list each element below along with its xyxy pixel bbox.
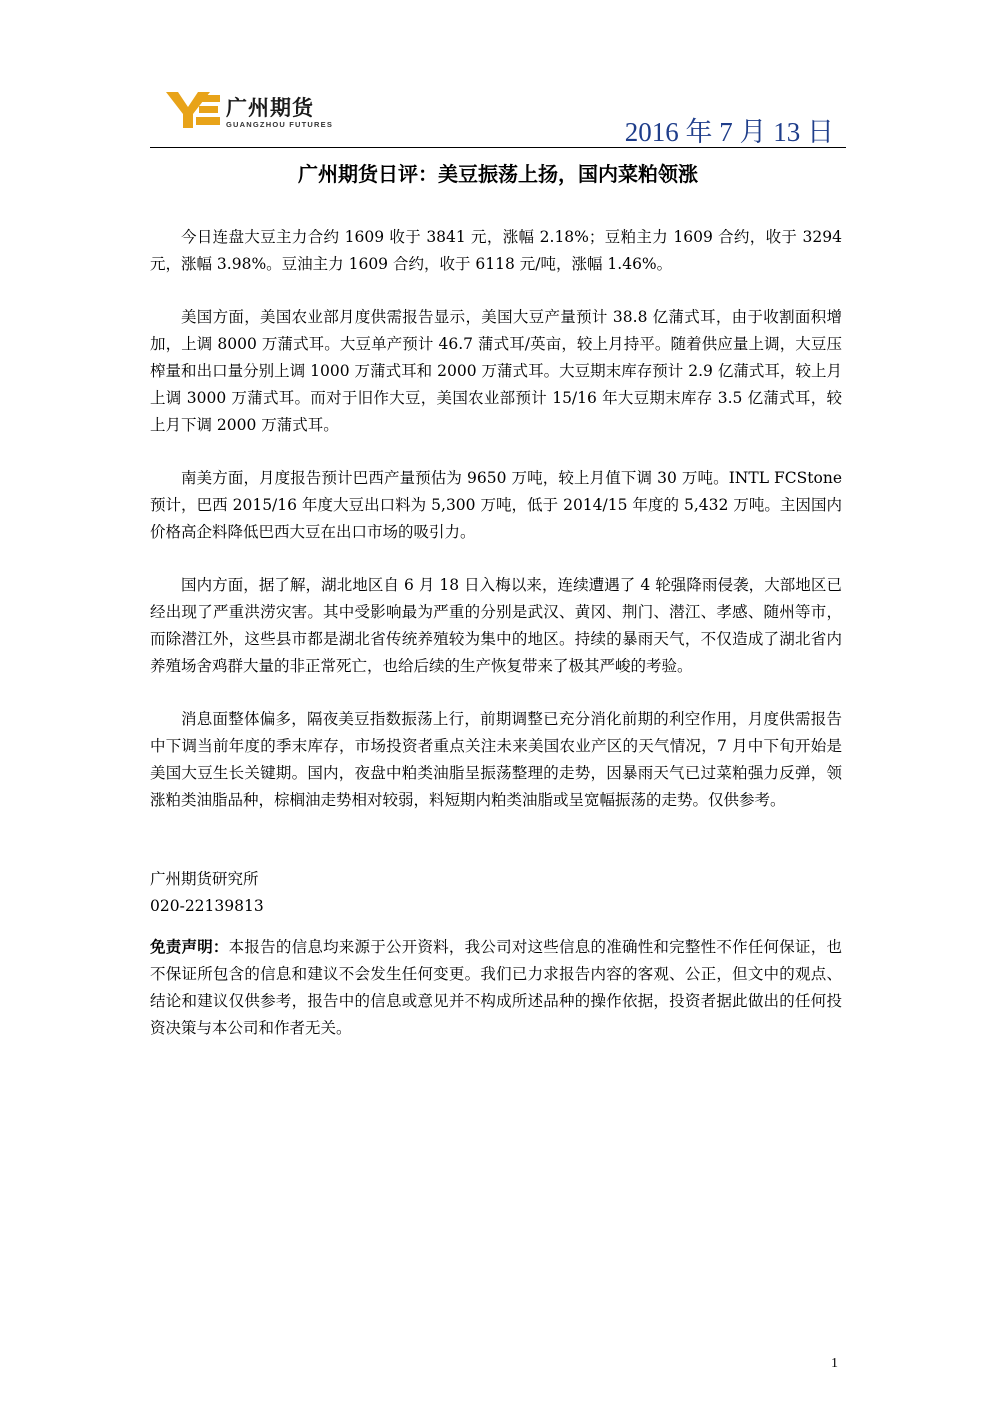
logo-name-cn: 广州期货 <box>226 96 314 120</box>
paragraph-domestic: 国内方面，据了解，湖北地区自 6 月 18 日入梅以来，连续遭遇了 4 轮强降雨侵袭，大部地区已经出现了严重洪涝灾害。其中受影响最为严重的分别是武汉、黄冈、荆门、潜江、孝感、随州等市，而除潜江外，这些县市都是湖北省传统养殖较为集中的地区。持续的暴雨天气，不仅造成了湖北省内养殖场舍鸡群大量的非正常死亡，也给后续的生产恢复带来了极其严峻的考验。 <box>150 576 842 675</box>
contact-block <box>150 866 842 920</box>
disclaimer-text: 本报告的信息均来源于公开资料，我公司对这些信息的准确性和完整性不作任何保证，也不保证所包含的信息和建议不会发生任何变更。我们已力求报告内容的客观、公正，但文中的观点、结论和建议仅供参考，报告中的信息或意见并不构成所述品种的操作依据，投资者据此做出的任何投资决策与本公司和作者无关。 <box>150 938 842 1037</box>
page-header <box>150 86 846 148</box>
paragraph-us: 美国方面，美国农业部月度供需报告显示，美国大豆产量预计 38.8 亿蒲式耳，由于收割面积增加，上调 8000 万蒲式耳。大豆单产预计 46.7 蒲式耳/英亩，较上月持平。随着供应量上调，大豆压榨量和出口量分别上调 1000 万蒲式耳和 2000 万蒲式耳。大豆期末库存预计 2.9 亿蒲式耳，较上月上调 3000 万蒲式耳。而对于旧作大豆，美国农业部预计 15/16 年大豆期末库存 3.5 亿蒲式耳，较上月下调 2000 万蒲式耳。 <box>150 308 842 434</box>
report-date: 2016 年 7 月 13 日 <box>624 117 834 147</box>
report-body <box>150 224 842 1042</box>
contact-org: 广州期货研究所 <box>150 870 259 888</box>
disclaimer-label: 免责声明： <box>150 938 229 956</box>
paragraph-market-close: 今日连盘大豆主力合约 1609 收于 3841 元，涨幅 2.18%；豆粕主力 1609 合约，收于 3294 元，涨幅 3.98%。豆油主力 1609 合约，收于 6118 元/吨，涨幅 1.46%。 <box>150 228 842 273</box>
contact-phone: 020-22139813 <box>150 897 264 915</box>
paragraph-south-america: 南美方面，月度报告预计巴西产量预估为 9650 万吨，较上月值下调 30 万吨。INTL FCStone 预计，巴西 2015/16 年度大豆出口料为 5,300 万吨，低于 2014/15 年度的 5,432 万吨。主因国内价格高企料降低巴西大豆在出口市场的吸引力。 <box>150 469 842 541</box>
disclaimer <box>150 934 842 1042</box>
logo-mark-icon <box>166 92 220 128</box>
paragraph-outlook: 消息面整体偏多，隔夜美豆指数振荡上行，前期调整已充分消化前期的利空作用，月度供需报告中下调当前年度的季末库存，市场投资者重点关注未来美国农业产区的天气情况，7 月中下旬开始是美国大豆生长关键期。国内，夜盘中粕类油脂呈振荡整理的走势，因暴雨天气已过菜粕强力反弹，领涨粕类油脂品种，棕榈油走势相对较弱，料短期内粕类油脂或呈宽幅振荡的走势。仅供参考。 <box>150 710 842 809</box>
company-logo <box>166 90 346 132</box>
logo-name-en: GUANGZHOU FUTURES <box>226 120 334 129</box>
report-title: 广州期货日评：美豆振荡上扬，国内菜粕领涨 <box>298 162 698 186</box>
header-divider <box>150 147 846 148</box>
page-number: 1 <box>831 1356 838 1371</box>
